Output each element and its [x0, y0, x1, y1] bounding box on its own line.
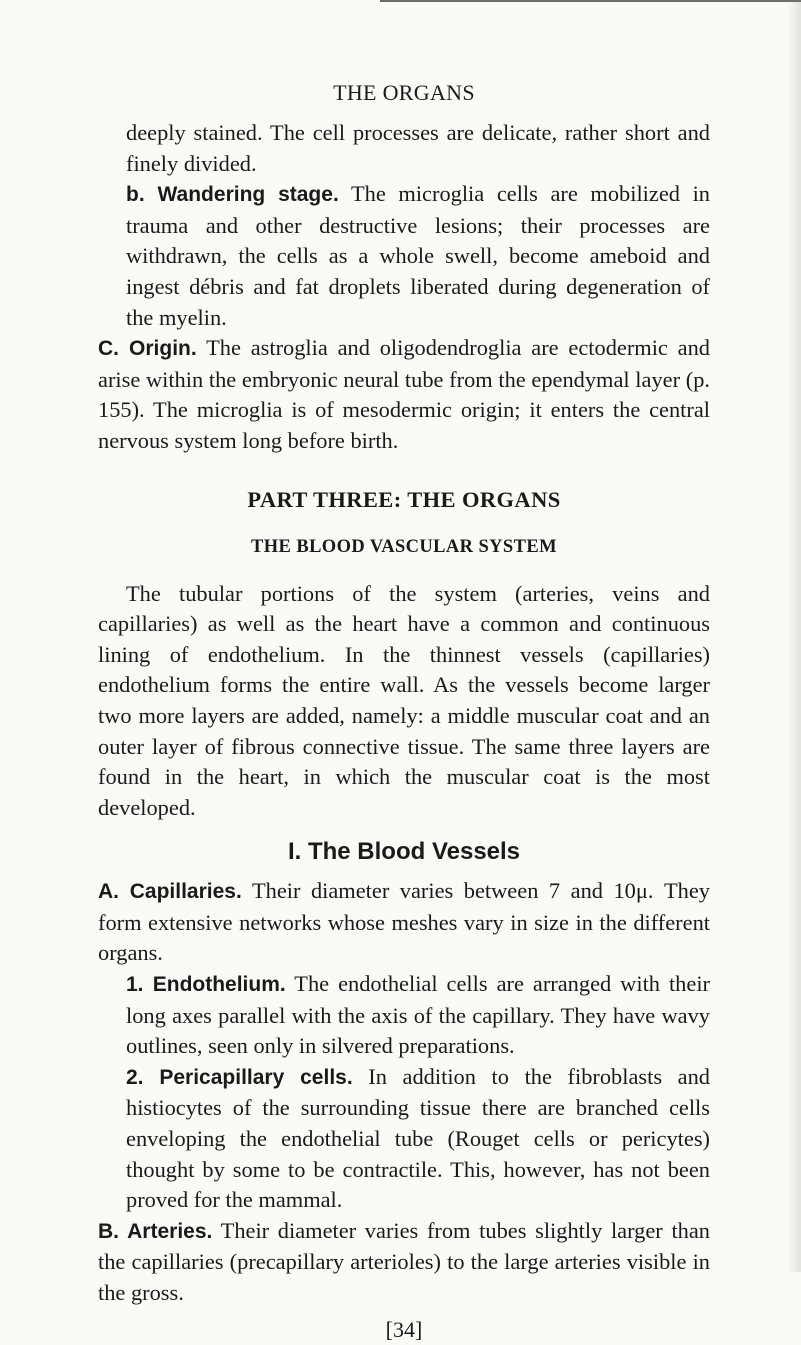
arteries-label: B. Arteries.	[98, 1219, 213, 1243]
section-title: THE BLOOD VASCULAR SYSTEM	[251, 536, 557, 557]
pericapillary-label: 2. Pericapillary cells.	[126, 1065, 353, 1089]
origin-label: C. Origin.	[98, 337, 197, 361]
intro-text: The tubular portions of the system (arteries, veins and capillaries) as well as the heart have a common and continuous lining of endothelium. In the thinnest vessels (capillaries) endothelium forms the entire wall. As the vessels become larger two more layers are added, namely: a middle muscular coat and an outer layer of fibrous connective tissue. The same three layers are found in the heart, in which the muscular coat is the most developed.	[98, 580, 710, 820]
part-title: PART THREE: THE ORGANS	[247, 486, 561, 512]
paragraph-endothelium	[98, 969, 710, 1062]
capillaries-text: Their diameter varies between 7 and 10μ. They form extensive networks whose meshes vary in size in the different organs.	[98, 878, 710, 966]
pericapillary-text: In addition to the fibroblasts and histiocytes of the surrounding tissue there are branched cells enveloping the endothelial tube (Rouget cells or pericytes) thought by some to be contractile. This, however, has not been proved for the mammal.	[126, 1063, 710, 1213]
paragraph-capillaries	[98, 876, 710, 969]
wandering-stage-text: The microglia cells are mobilized in trauma and other destructive lesions; their processes are withdrawn, the cells as a whole swell, become ameboid and ingest débris and fat droplets liberated during degeneration of the myelin.	[126, 181, 710, 330]
page-edge-shadow	[787, 0, 801, 1272]
endothelium-text: The endothelial cells are arranged with their long axes parallel with the axis of the capillary. They have wavy outlines, seen only in silvered preparations.	[126, 971, 710, 1059]
paragraph-origin	[98, 333, 710, 456]
continuation-text: deeply stained. The cell processes are delicate, rather short and finely divided.	[126, 120, 710, 176]
page-body	[98, 78, 710, 1345]
subsection-title: I. The Blood Vessels	[287, 838, 521, 866]
origin-text: The astroglia and oligodendroglia are ectodermic and arise within the embryonic neural tube from the ependymal layer (p. 155). The microglia is of mesodermic origin; it enters the central nervous system long before birth.	[98, 335, 710, 453]
page-number: [34]	[385, 1316, 423, 1342]
paragraph-arteries	[98, 1216, 710, 1309]
arteries-text: Their diameter varies from tubes slightly larger than the capillaries (precapillary arterioles) to the large arteries visible in the gross.	[98, 1217, 710, 1305]
endothelium-label: 1. Endothelium.	[126, 973, 286, 997]
paragraph-intro	[98, 579, 710, 824]
running-head: THE ORGANS	[333, 80, 475, 105]
capillaries-label: A. Capillaries.	[98, 880, 242, 904]
wandering-stage-label: b. Wandering stage.	[126, 183, 339, 207]
top-edge-line	[380, 0, 801, 2]
paragraph-continuation	[98, 118, 710, 179]
paragraph-wandering-stage	[98, 179, 710, 333]
paragraph-pericapillary	[98, 1062, 710, 1216]
